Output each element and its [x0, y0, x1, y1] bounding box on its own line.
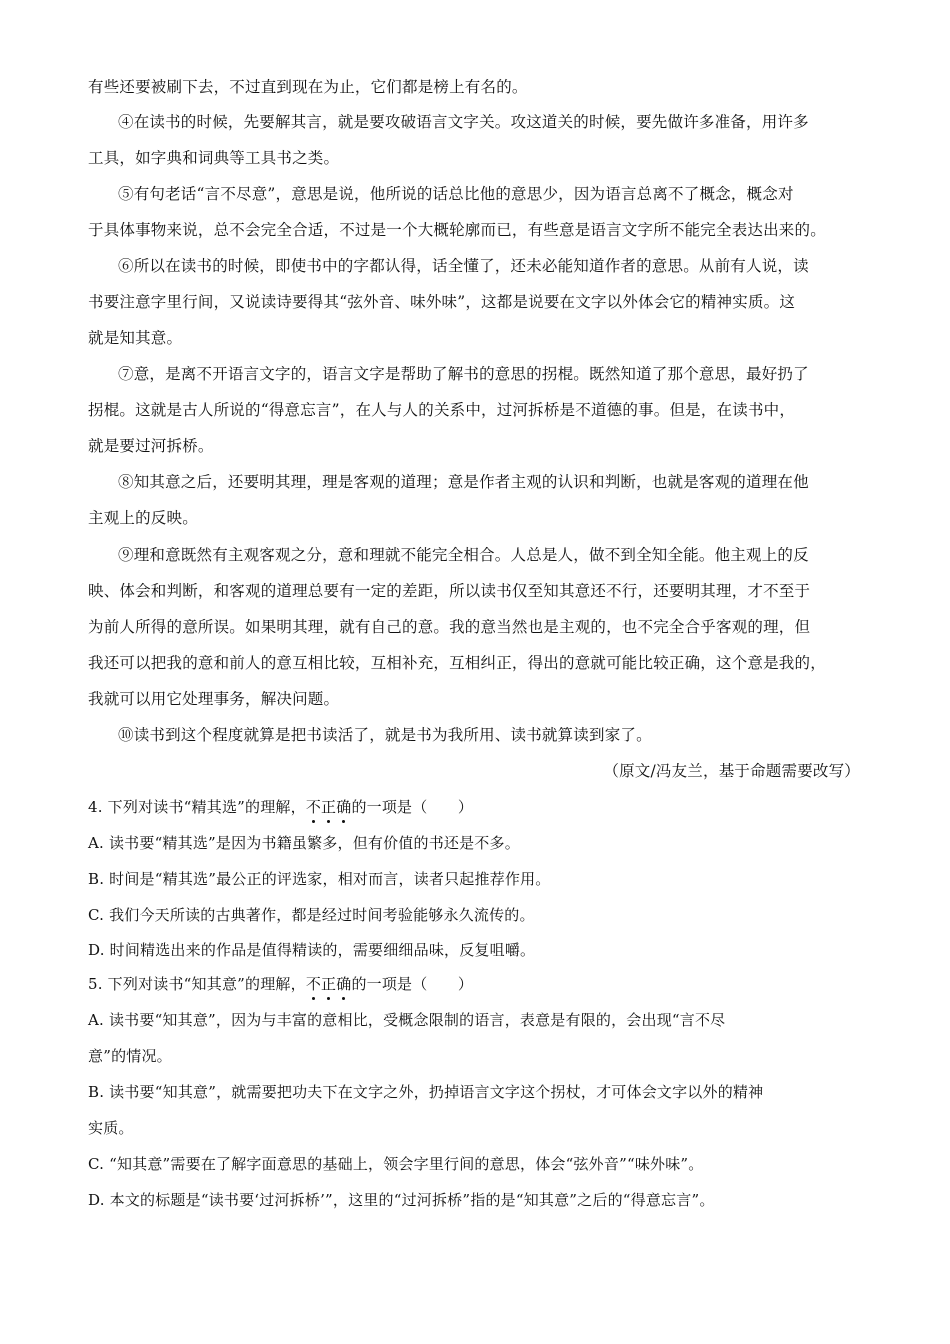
- paragraph-7-line-1: ⑦意，是离不开语言文字的，语言文字是帮助了解书的意思的拐棍。既然知道了那个意思，最好扔了: [118, 365, 809, 383]
- question-5-option-a-line-1: A. 读书要“知其意”，因为与丰富的意相比，受概念限制的语言，表意是有限的，会出现“言不尽: [88, 1011, 726, 1029]
- paragraph-9-line-1: ⑨理和意既然有主观客观之分，意和理就不能完全相合。人总是人，做不到全知全能。他主观上的反: [118, 546, 809, 564]
- paragraph-6-line-2: 书要注意字里行间，又说读诗要得其“弦外音、味外味”，这都是说要在文字以外体会它的精神实质。这: [88, 293, 796, 311]
- question-5-option-c: C. “知其意”需要在了解字面意思的基础上，领会字里行间的意思，体会“弦外音”“味外味”。: [88, 1155, 704, 1173]
- question-5-option-b-line-2: 实质。: [88, 1119, 134, 1137]
- emphasis-char: 不: [305, 798, 322, 816]
- paragraph-6-line-3: 就是知其意。: [88, 329, 183, 347]
- paragraph-5-line-2: 于具体事物来说，总不会完全合适，不过是一个大概轮廓而已，有些意是语言文字所不能完全表达出来的。: [88, 221, 826, 239]
- paragraph-3-tail: 有些还要被刷下去，不过直到现在为止，它们都是榜上有名的。: [88, 78, 528, 96]
- emphasis-char: 不: [305, 975, 322, 993]
- paragraph-9-line-4: 我还可以把我的意和前人的意互相比较，互相补充，互相纠正，得出的意就可能比较正确，这个意是我的，: [88, 654, 826, 672]
- emphasis-char: 确: [336, 798, 352, 816]
- paragraph-8-line-2: 主观上的反映。: [88, 509, 198, 527]
- question-4-option-d: D. 时间精选出来的作品是值得精读的，需要细细品味，反复咀嚼。: [88, 941, 536, 959]
- question-4-option-c: C. 我们今天所读的古典著作，都是经过时间考验能够永久流传的。: [88, 906, 535, 924]
- paragraph-7-line-3: 就是要过河拆桥。: [88, 437, 214, 455]
- question-4-stem: 4. 下列对读书“精其选”的理解，不正确的一项是（ ）: [88, 798, 474, 816]
- question-5-stem: 5. 下列对读书“知其意”的理解，不正确的一项是（ ）: [88, 975, 474, 993]
- paragraph-9-line-2: 映、体会和判断，和客观的道理总要有一定的差距，所以读书仅至知其意还不行，还要明其理，才不至于: [88, 582, 811, 600]
- question-4-option-b: B. 时间是“精其选”最公正的评选家，相对而言，读者只起推荐作用。: [88, 870, 551, 888]
- emphasis-char: 正: [321, 798, 337, 816]
- paragraph-10: ⑩读书到这个程度就算是把书读活了，就是书为我所用、读书就算读到家了。: [118, 726, 652, 744]
- paragraph-9-line-3: 为前人所得的意所误。如果明其理，就有自己的意。我的意当然也是主观的，也不完全合乎客观的理，但: [88, 618, 811, 636]
- paragraph-5-line-1: ⑤有句老话“言不尽意”，意思是说，他所说的话总比他的意思少，因为语言总离不了概念，概念对: [118, 185, 794, 203]
- paragraph-8-line-1: ⑧知其意之后，还要明其理，理是客观的道理；意是作者主观的认识和判断，也就是客观的道理在他: [118, 473, 809, 491]
- paragraph-4-line-2: 工具，如字典和词典等工具书之类。: [88, 149, 340, 167]
- paragraph-7-line-2: 拐棍。这就是古人所说的“得意忘言”，在人与人的关系中，过河拆桥是不道德的事。但是，在读书中，: [88, 401, 796, 419]
- paragraph-6-line-1: ⑥所以在读书的时候，即使书中的字都认得，话全懂了，还未必能知道作者的意思。从前有人说，读: [118, 257, 809, 275]
- emphasis-char: 正: [321, 975, 337, 993]
- question-5-option-a-line-2: 意”的情况。: [88, 1047, 172, 1065]
- question-4-option-a: A. 读书要“精其选”是因为书籍虽繁多，但有价值的书还是不多。: [88, 834, 520, 852]
- question-5-option-d: D. 本文的标题是“读书要‘过河拆桥’”，这里的“过河拆桥”指的是“知其意”之后的“得意忘言”。: [88, 1191, 715, 1209]
- question-5-option-b-line-1: B. 读书要“知其意”，就需要把功夫下在文字之外，扔掉语言文字这个拐杖，才可体会文字以外的精神: [88, 1083, 764, 1101]
- paragraph-4-line-1: ④在读书的时候，先要解其言，就是要攻破语言文字关。攻这道关的时候，要先做许多准备，用许多: [118, 113, 809, 131]
- paragraph-9-line-5: 我就可以用它处理事务，解决问题。: [88, 690, 340, 708]
- source-attribution: （原文/冯友兰，基于命题需要改写）: [603, 762, 860, 780]
- emphasis-char: 确: [336, 975, 352, 993]
